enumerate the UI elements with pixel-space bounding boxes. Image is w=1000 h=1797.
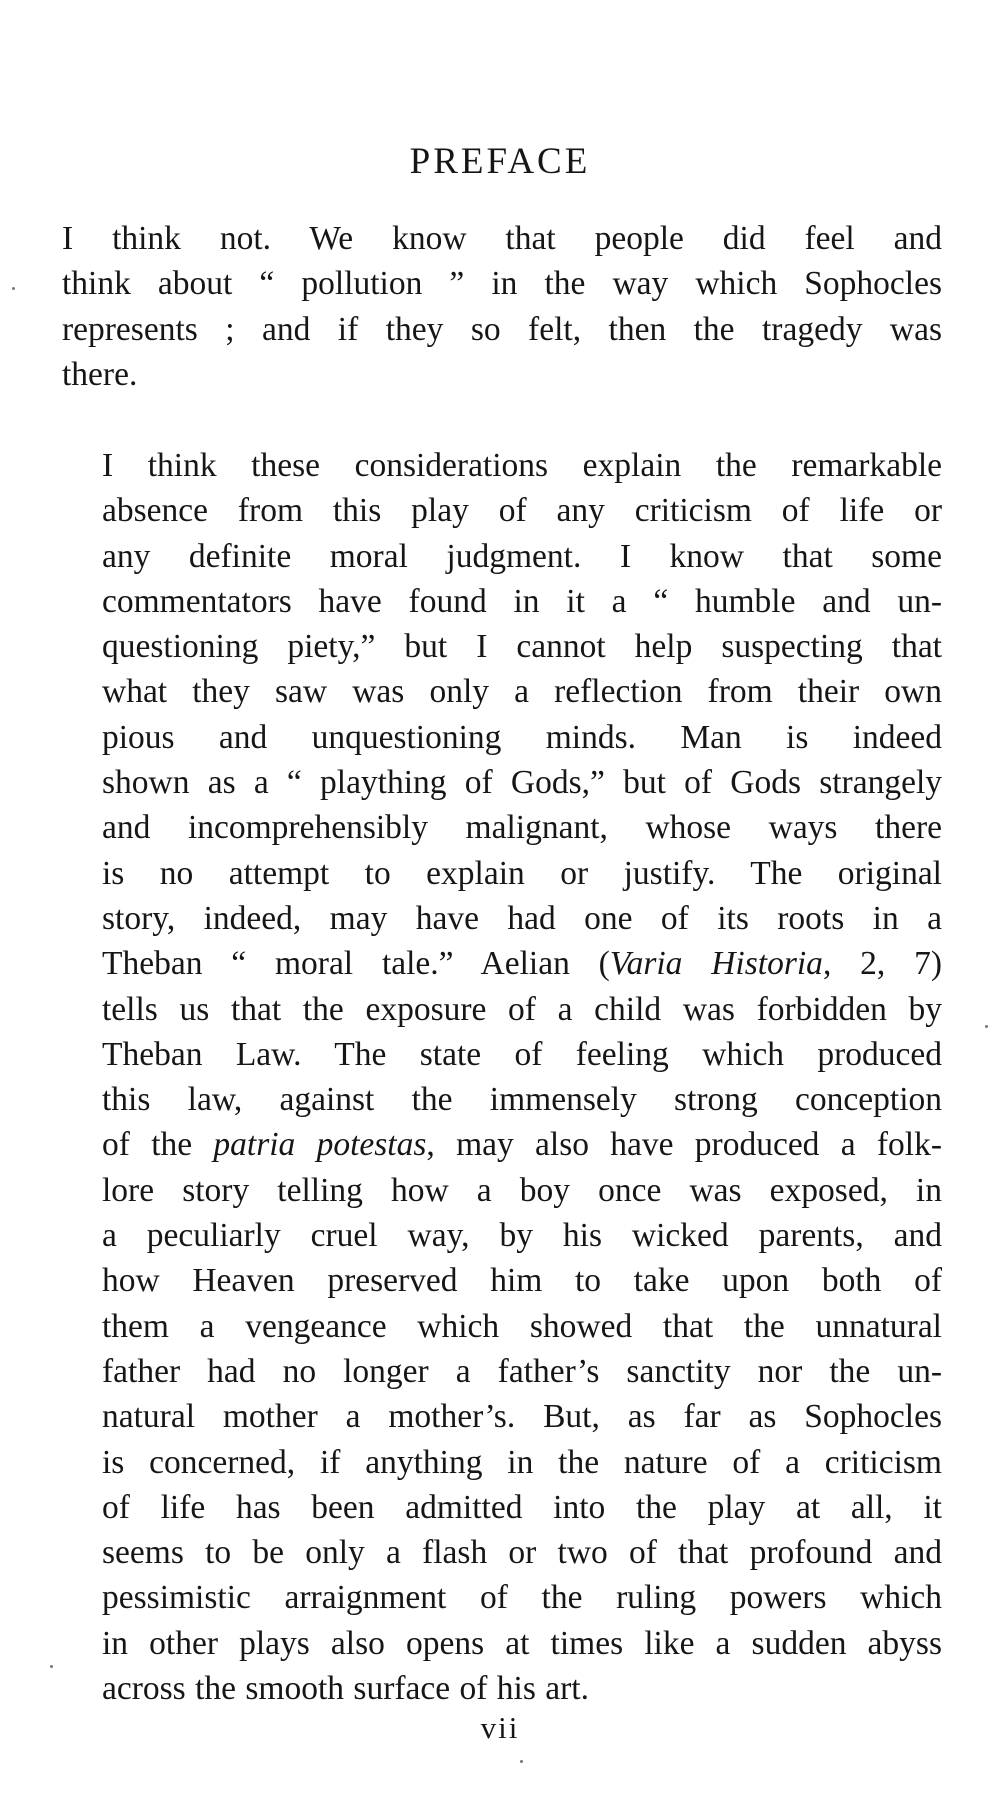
- text-line: there.: [62, 355, 138, 393]
- text-line: is concerned, if anything in the nature of a criticism: [102, 1443, 942, 1481]
- paragraph-2: [62, 443, 942, 1711]
- page-number: vii: [480, 1710, 520, 1745]
- text-line: a peculiarly cruel way, by his wicked parents, and: [102, 1217, 942, 1255]
- text-line: absence from this play of any criticism of life or: [102, 492, 942, 530]
- scan-speck: [985, 1025, 988, 1028]
- text-line: shown as a “ plaything of Gods,” but of Gods strangely: [102, 764, 942, 802]
- text-line: them a vengeance which showed that the unnatural: [102, 1307, 942, 1345]
- text-line: of the patria potestas, may also have produced a folk-: [102, 1126, 942, 1164]
- text-line: story, indeed, may have had one of its roots in a: [102, 899, 942, 937]
- text-line: is no attempt to explain or justify. The original: [102, 854, 942, 892]
- text-line: think about “ pollution ” in the way which Sophocles: [62, 265, 942, 303]
- text-line: natural mother a mother’s. But, as far as Sophocles: [102, 1398, 942, 1436]
- text-line: I think not. We know that people did feel and: [62, 220, 942, 257]
- running-head: PREFACE: [409, 141, 591, 182]
- text-line: what they saw was only a reflection from their own: [102, 673, 942, 711]
- text-line: questioning piety,” but I cannot help suspecting that: [102, 628, 942, 666]
- text-line: of life has been admitted into the play at all, it: [102, 1488, 942, 1526]
- text-line: Theban Law. The state of feeling which produced: [102, 1035, 942, 1073]
- italic-phrase: patria potestas: [213, 1126, 427, 1164]
- scan-speck: [50, 1665, 53, 1668]
- text-line: represents ; and if they so felt, then the tragedy was: [62, 310, 942, 348]
- text-line: pious and unquestioning minds. Man is indeed: [102, 718, 942, 756]
- text-line: father had no longer a father’s sanctity nor the un-: [102, 1352, 942, 1390]
- text-line: how Heaven preserved him to take upon both of: [102, 1262, 942, 1300]
- text-line: across the smooth surface of his art.: [102, 1670, 589, 1708]
- text-line: this law, against the immensely strong conception: [102, 1081, 942, 1119]
- text-line: tells us that the exposure of a child was forbidden by: [102, 990, 942, 1028]
- scan-speck: [520, 1760, 523, 1763]
- italic-phrase: Varia Historia: [609, 945, 823, 983]
- text-line: commentators have found in it a “ humble and un-: [102, 582, 942, 620]
- paragraph-1: [62, 216, 942, 397]
- text-line: and incomprehensibly malignant, whose ways there: [102, 809, 942, 847]
- text-line: I think these considerations explain the remarkable: [102, 447, 942, 484]
- text-line: pessimistic arraignment of the ruling powers which: [102, 1579, 942, 1617]
- text-line: lore story telling how a boy once was exposed, in: [102, 1171, 942, 1209]
- text-line: in other plays also opens at times like a sudden abyss: [102, 1624, 942, 1662]
- text-line: any definite moral judgment. I know that some: [102, 537, 942, 575]
- scan-speck: [12, 287, 15, 290]
- text-line: seems to be only a flash or two of that profound and: [102, 1534, 942, 1572]
- text-line: Theban “ moral tale.” Aelian (Varia Historia, 2, 7): [102, 945, 942, 983]
